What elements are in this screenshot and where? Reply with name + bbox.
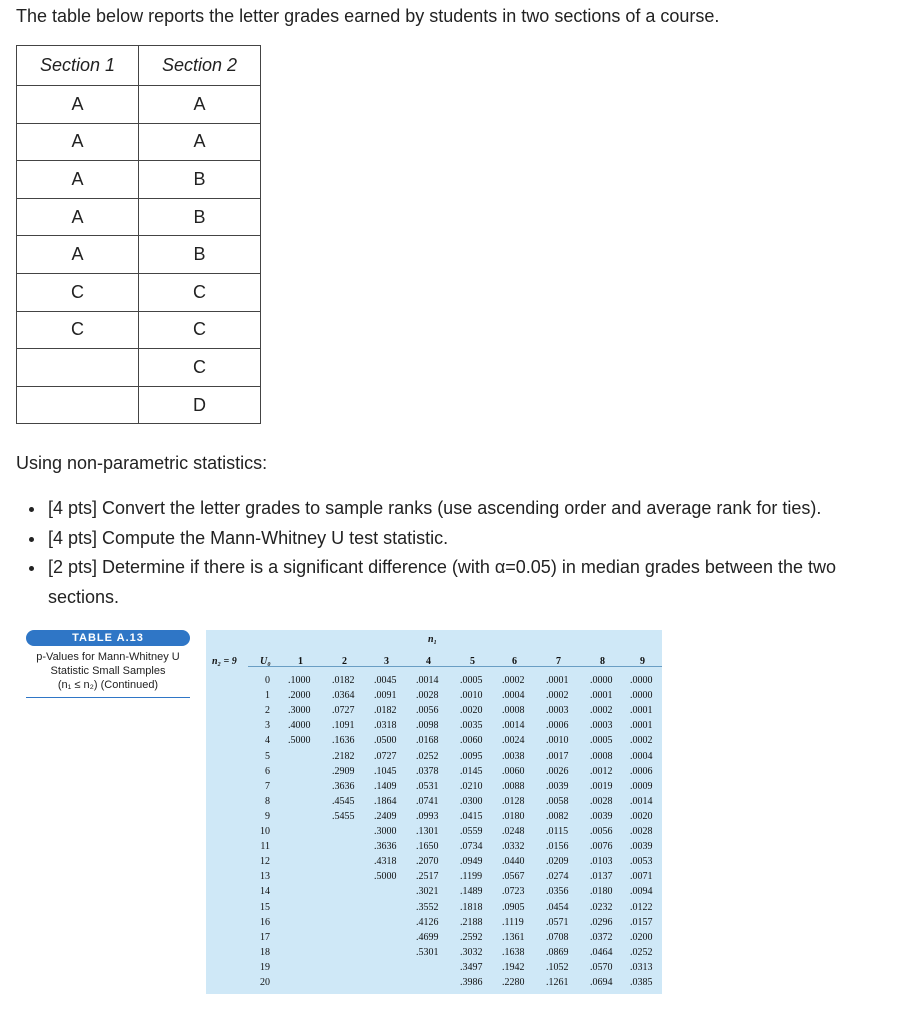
a13-row [206, 962, 662, 977]
n1-col-header: 8 [600, 656, 605, 667]
p-value-cell: .0088 [502, 780, 525, 792]
p-value-cell: .0000 [630, 675, 653, 686]
u0-value: 2 [265, 705, 270, 717]
header-section-1: Section 1 [17, 46, 139, 86]
p-value-cell: .0464 [590, 946, 613, 958]
p-value-cell: .0005 [590, 735, 613, 747]
p-value-cell: .0248 [502, 826, 525, 837]
p-value-cell: .1199 [460, 871, 483, 883]
p-value-cell: .0318 [374, 720, 397, 732]
p-value-cell: .1409 [374, 780, 397, 792]
p-value-cell: .1818 [460, 901, 483, 913]
p-value-cell: .0020 [460, 705, 483, 717]
p-value-cell: .0252 [416, 750, 439, 762]
p-value-cell: .3497 [460, 961, 483, 973]
u0-value: 20 [260, 977, 270, 988]
p-value-cell: .0028 [416, 690, 439, 702]
p-value-cell: .0014 [630, 795, 653, 807]
p-value-cell: .0045 [374, 675, 397, 686]
a13-row [206, 932, 662, 947]
p-value-cell: .0571 [546, 916, 569, 928]
p-value-cell: .0001 [630, 720, 653, 732]
p-value-cell: .0993 [416, 810, 439, 822]
p-value-cell: .0006 [630, 765, 653, 777]
p-value-cell: .1638 [502, 946, 525, 958]
grade-cell: A [17, 236, 139, 274]
grades-row [17, 236, 261, 274]
a13-row [206, 902, 662, 917]
p-value-cell: .0727 [332, 705, 355, 717]
p-value-cell: .0372 [590, 931, 613, 943]
p-value-cell: .0000 [590, 675, 613, 686]
p-value-cell: .0035 [460, 720, 483, 732]
p-value-cell: .0300 [460, 795, 483, 807]
p-value-cell: .5000 [374, 871, 397, 883]
n1-col-header: 4 [426, 656, 431, 667]
p-value-cell: .0017 [546, 750, 569, 762]
p-value-cell: .0014 [416, 675, 439, 686]
a13-row [206, 781, 662, 796]
p-value-cell: .1261 [546, 977, 569, 988]
p-value-cell: .0210 [460, 780, 483, 792]
p-value-cell: .0000 [630, 690, 653, 702]
p-value-cell: .0058 [546, 795, 569, 807]
grade-cell: A [17, 198, 139, 236]
p-value-cell: .0002 [590, 705, 613, 717]
p-value-cell: .0001 [590, 690, 613, 702]
nonparam-heading: Using non-parametric statistics: [16, 453, 268, 473]
p-value-cell: .4318 [374, 856, 397, 868]
p-value-cell: .5000 [288, 735, 311, 747]
p-value-cell: .0364 [332, 690, 355, 702]
p-value-cell: .0128 [502, 795, 525, 807]
p-value-cell: .1361 [502, 931, 525, 943]
table-a13-tag: TABLE A.13 [26, 630, 190, 646]
p-value-cell: .0008 [502, 705, 525, 717]
p-value-cell: .0723 [502, 886, 525, 898]
p-value-cell: .0415 [460, 810, 483, 822]
p-value-cell: .0039 [590, 810, 613, 822]
p-value-cell: .0570 [590, 961, 613, 973]
grades-row [17, 386, 261, 424]
p-value-cell: .0378 [416, 765, 439, 777]
p-value-cell: .2592 [460, 931, 483, 943]
u0-value: 17 [260, 931, 270, 943]
grades-row [17, 161, 261, 199]
u0-value: 12 [260, 856, 270, 868]
p-value-cell: .0071 [630, 871, 653, 883]
p-value-cell: .3636 [374, 841, 397, 853]
grade-cell: A [17, 161, 139, 199]
task-list [16, 494, 886, 612]
grade-cell: C [17, 311, 139, 349]
p-value-cell: .3552 [416, 901, 439, 913]
u0-value: 0 [265, 675, 270, 686]
p-value-cell: .0026 [546, 765, 569, 777]
n1-col-header: 9 [640, 656, 645, 667]
grade-cell: C [139, 311, 261, 349]
n1-col-header: 2 [342, 656, 347, 667]
p-value-cell: .0232 [590, 901, 613, 913]
a13-row [206, 826, 662, 841]
p-value-cell: .0122 [630, 901, 653, 913]
a13-row [206, 917, 662, 932]
p-value-cell: .0006 [546, 720, 569, 732]
n1-col-header: 6 [512, 656, 517, 667]
p-value-cell: .1052 [546, 961, 569, 973]
grade-cell: B [139, 236, 261, 274]
p-value-cell: .0002 [546, 690, 569, 702]
a13-row [206, 766, 662, 781]
header-section-2: Section 2 [139, 46, 261, 86]
p-value-cell: .0252 [630, 946, 653, 958]
table-a13-caption [26, 650, 190, 698]
p-value-cell: .0028 [630, 826, 653, 837]
u0-label: U₀ [260, 656, 271, 667]
grade-cell [17, 386, 139, 424]
task-item: • [2 pts] Determine if there is a significant difference (with α=0.05) in median grades between the two sections. [46, 553, 886, 612]
p-value-cell: .0182 [332, 675, 355, 686]
p-value-cell: .0056 [416, 705, 439, 717]
grades-row [17, 273, 261, 311]
p-value-cell: .0053 [630, 856, 653, 868]
caption-line-3: (n₁ ≤ n₂) (Continued) [57, 679, 159, 691]
n2-label: n₂ = 9 [212, 656, 237, 667]
p-value-cell: .1119 [502, 916, 524, 928]
a13-row [206, 675, 662, 690]
p-value-cell: .0001 [630, 705, 653, 717]
u0-value: 9 [265, 810, 270, 822]
p-value-cell: .0157 [630, 916, 653, 928]
u0-value: 4 [265, 735, 270, 747]
p-value-cell: .0002 [630, 735, 653, 747]
a13-row [206, 796, 662, 811]
p-value-cell: .0137 [590, 871, 613, 883]
p-value-cell: .0209 [546, 856, 569, 868]
p-value-cell: .2909 [332, 765, 355, 777]
grade-cell: A [139, 86, 261, 124]
u0-value: 1 [265, 690, 270, 702]
p-value-cell: .0002 [502, 675, 525, 686]
p-value-cell: .3021 [416, 886, 439, 898]
a13-row [206, 841, 662, 856]
p-value-cell: .0003 [546, 705, 569, 717]
p-value-cell: .0296 [590, 916, 613, 928]
p-value-cell: .0385 [630, 977, 653, 988]
task-item: • [4 pts] Compute the Mann-Whitney U test statistic. [46, 524, 886, 554]
p-value-cell: .0060 [502, 765, 525, 777]
p-value-cell: .0010 [546, 735, 569, 747]
grades-row [17, 123, 261, 161]
intro-text: The table below reports the letter grades earned by students in two sections of a course. [16, 6, 720, 26]
p-value-cell: .0168 [416, 735, 439, 747]
p-value-cell: .0559 [460, 826, 483, 837]
p-value-cell: .0454 [546, 901, 569, 913]
n1-col-header: 1 [298, 656, 303, 667]
p-value-cell: .0004 [502, 690, 525, 702]
p-value-cell: .1000 [288, 675, 311, 686]
p-value-cell: .0001 [546, 675, 569, 686]
p-value-cell: .4545 [332, 795, 355, 807]
p-value-cell: .0098 [416, 720, 439, 732]
p-value-cell: .3000 [374, 826, 397, 837]
u0-value: 5 [265, 750, 270, 762]
p-value-cell: .0182 [374, 705, 397, 717]
u0-value: 14 [260, 886, 270, 898]
grade-cell: A [17, 86, 139, 124]
u0-value: 11 [260, 841, 270, 853]
p-value-cell: .0531 [416, 780, 439, 792]
p-value-cell: .4126 [416, 916, 439, 928]
p-value-cell: .0012 [590, 765, 613, 777]
p-value-cell: .0009 [630, 780, 653, 792]
p-value-cell: .5455 [332, 810, 355, 822]
a13-row [206, 751, 662, 766]
p-value-cell: .0003 [590, 720, 613, 732]
p-value-cell: .0500 [374, 735, 397, 747]
a13-row [206, 705, 662, 720]
a13-row [206, 811, 662, 826]
p-value-cell: .0905 [502, 901, 525, 913]
p-value-cell: .0440 [502, 856, 525, 868]
a13-row [206, 856, 662, 871]
p-value-cell: .1301 [416, 826, 439, 837]
p-value-cell: .0095 [460, 750, 483, 762]
p-value-cell: .0949 [460, 856, 483, 868]
p-value-cell: .2188 [460, 916, 483, 928]
p-value-cell: .0567 [502, 871, 525, 883]
p-value-cell: .4000 [288, 720, 311, 732]
a13-row [206, 690, 662, 705]
a13-row [206, 977, 662, 992]
u0-value: 3 [265, 720, 270, 732]
grade-cell: A [17, 123, 139, 161]
grades-header-row [17, 46, 261, 86]
p-value-cell: .3636 [332, 780, 355, 792]
caption-line-1: p-Values for Mann-Whitney U [36, 651, 180, 663]
p-value-cell: .0694 [590, 977, 613, 988]
p-value-cell: .0039 [546, 780, 569, 792]
p-value-cell: .0028 [590, 795, 613, 807]
grades-row [17, 349, 261, 387]
grades-table [16, 45, 261, 424]
table-a13-label [26, 630, 190, 698]
p-value-cell: .0010 [460, 690, 483, 702]
p-value-cell: .1650 [416, 841, 439, 853]
p-value-cell: .2182 [332, 750, 355, 762]
grade-cell: D [139, 386, 261, 424]
p-value-cell: .2000 [288, 690, 311, 702]
p-value-cell: .0005 [460, 675, 483, 686]
p-value-cell: .0024 [502, 735, 525, 747]
p-value-cell: .0734 [460, 841, 483, 853]
u0-value: 8 [265, 795, 270, 807]
grade-cell: C [17, 273, 139, 311]
p-value-cell: .5301 [416, 946, 439, 958]
p-value-cell: .0060 [460, 735, 483, 747]
p-value-cell: .1489 [460, 886, 483, 898]
p-value-cell: .2409 [374, 810, 397, 822]
p-value-cell: .0313 [630, 961, 653, 973]
p-value-cell: .0004 [630, 750, 653, 762]
p-value-cell: .0200 [630, 931, 653, 943]
grade-cell [17, 349, 139, 387]
p-value-cell: .3986 [460, 977, 483, 988]
grades-row [17, 311, 261, 349]
n1-header: n₁ [428, 634, 438, 645]
u0-value: 19 [260, 961, 270, 973]
p-value-cell: .1864 [374, 795, 397, 807]
p-value-cell: .0039 [630, 841, 653, 853]
grade-cell: C [139, 349, 261, 387]
a13-row [206, 720, 662, 735]
p-value-cell: .1091 [332, 720, 355, 732]
p-value-cell: .0091 [374, 690, 397, 702]
grades-row [17, 86, 261, 124]
p-value-cell: .0103 [590, 856, 613, 868]
p-value-cell: .2280 [502, 977, 525, 988]
a13-row [206, 886, 662, 901]
grade-cell: C [139, 273, 261, 311]
grade-cell: B [139, 161, 261, 199]
u0-value: 15 [260, 901, 270, 913]
u0-value: 10 [260, 826, 270, 837]
grade-cell: B [139, 198, 261, 236]
task-item: • [4 pts] Convert the letter grades to sample ranks (use ascending order and average rank for ties). [46, 494, 886, 524]
n1-col-header: 7 [556, 656, 561, 667]
p-value-cell: .0741 [416, 795, 439, 807]
p-value-cell: .0727 [374, 750, 397, 762]
grades-row [17, 198, 261, 236]
n1-col-header: 5 [470, 656, 475, 667]
p-value-cell: .0145 [460, 765, 483, 777]
a13-row [206, 871, 662, 886]
p-value-cell: .0014 [502, 720, 525, 732]
p-value-cell: .1636 [332, 735, 355, 747]
u0-value: 13 [260, 871, 270, 883]
p-value-cell: .1942 [502, 961, 525, 973]
u0-value: 16 [260, 916, 270, 928]
p-value-cell: .2517 [416, 871, 439, 883]
table-a13-panel [206, 630, 662, 994]
u0-value: 6 [265, 765, 270, 777]
u0-value: 18 [260, 946, 270, 958]
p-value-cell: .0019 [590, 780, 613, 792]
p-value-cell: .1045 [374, 765, 397, 777]
p-value-cell: .0056 [590, 826, 613, 837]
p-value-cell: .0115 [546, 826, 569, 837]
p-value-cell: .0356 [546, 886, 569, 898]
p-value-cell: .0869 [546, 946, 569, 958]
p-value-cell: .0180 [590, 886, 613, 898]
p-value-cell: .3032 [460, 946, 483, 958]
p-value-cell: .2070 [416, 856, 439, 868]
p-value-cell: .0332 [502, 841, 525, 853]
n1-col-header: 3 [384, 656, 389, 667]
a13-row [206, 735, 662, 750]
p-value-cell: .3000 [288, 705, 311, 717]
p-value-cell: .0094 [630, 886, 653, 898]
p-value-cell: .0008 [590, 750, 613, 762]
u0-value: 7 [265, 780, 270, 792]
p-value-cell: .0076 [590, 841, 613, 853]
grade-cell: A [139, 123, 261, 161]
caption-line-2: Statistic Small Samples [50, 665, 166, 677]
a13-row [206, 947, 662, 962]
p-value-cell: .0020 [630, 810, 653, 822]
p-value-cell: .0082 [546, 810, 569, 822]
p-value-cell: .0038 [502, 750, 525, 762]
p-value-cell: .4699 [416, 931, 439, 943]
p-value-cell: .0180 [502, 810, 525, 822]
p-value-cell: .0156 [546, 841, 569, 853]
p-value-cell: .0708 [546, 931, 569, 943]
p-value-cell: .0274 [546, 871, 569, 883]
